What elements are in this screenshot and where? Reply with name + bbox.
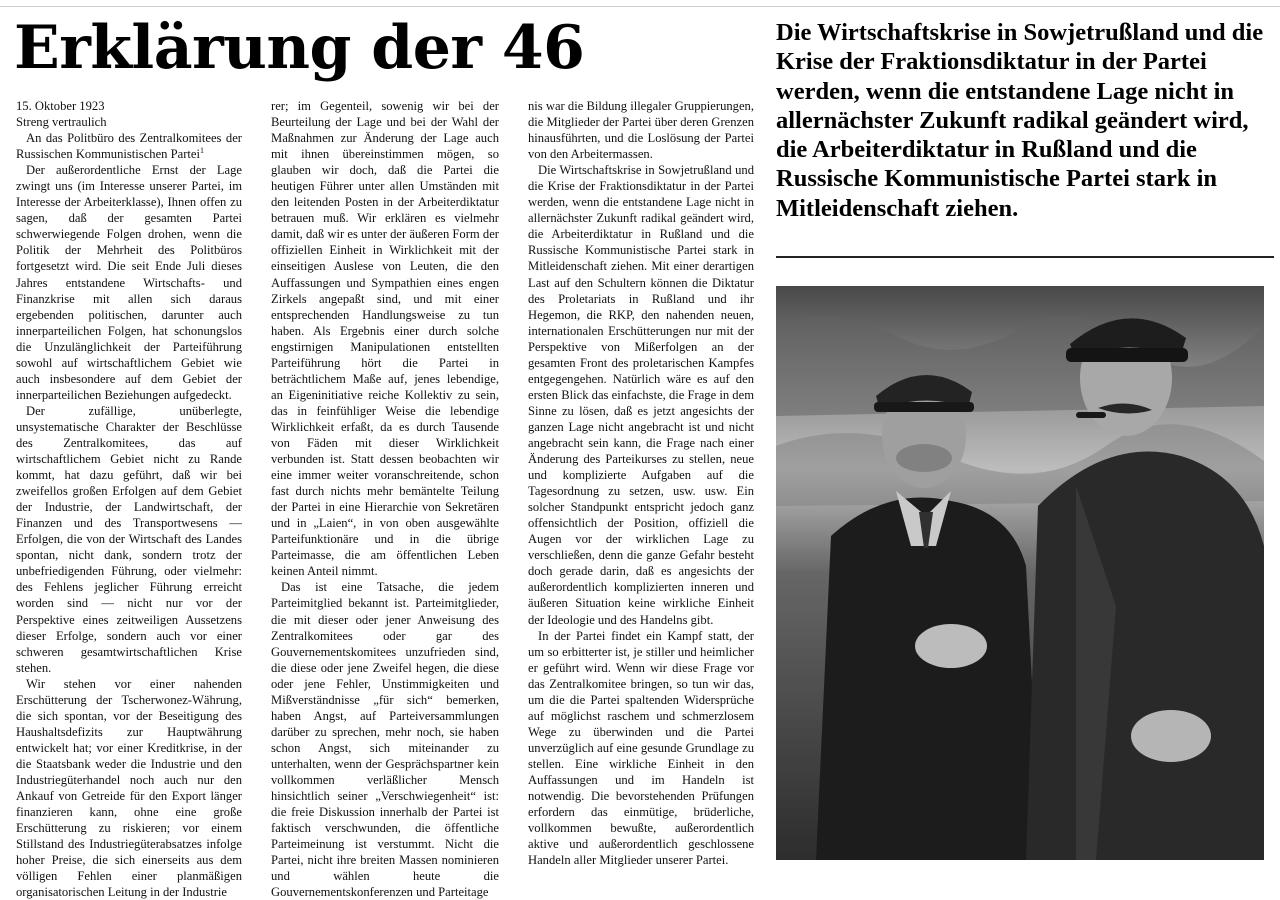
page-title: Erklärung der 46 xyxy=(14,13,585,83)
top-divider xyxy=(0,6,1280,7)
paragraph: Der zufällige, unüberlegte, unsystematische Charakter der Beschlüsse des Zentralkomitees, das auf wirtschaftlichem Gebiet nicht zu Rande kommt, hat dazu geführt, daß wir bei zweifellos großen Erfolgen auf dem Gebiet der Industrie, der Landwirtschaft, der Finanzen und des Transportwesens — Erfolgen, die von der Wirtschaft des Landes spontan, nicht dank, sondern trotz der unbefriedigenden Führung, oder vielmehr: des Fehlens jeglicher Führung erreicht worden sind — nicht nur vor der Perspektive eines zeitweiligen Aussetzens dieser Erfolge, sondern auch vor einer schweren gesamtwirtschaftlichen Krise stehen. xyxy=(16,403,242,675)
photo-illustration xyxy=(776,286,1264,860)
pull-quote: Die Wirtschaftskrise in Sowjetrußland und die Krise der Fraktionsdiktatur in der Partei werden, wenn die entstandene Lage nicht in allernächster Zukunft radikal geändert wird, die Arbeiterdiktatur in Rußland und die Russische Kommunistische Partei stark in Mitleidenschaft ziehen. xyxy=(776,19,1264,222)
paragraph: In der Partei findet ein Kampf statt, der um so erbitterter ist, je stiller und heimlicher er geführt wird. Wenn wir diese Frage vor das Zentralkomitee bringen, so tun wir das, um die die Partei spaltenden Widersprüche auf möglichst raschem und schmerzlosem Wege zu überwinden und die Partei unverzüglich auf eine gesunde Grundlage zu stellen. Eine wirkliche Einheit in den Auffassungen und im Handeln ist notwendig. Die bevorstehenden Prüfungen erfordern das einmütige, brüderliche, vollkommen bewußte, außerordentlich aktive und außerordentlich geschlossene Handeln aller Mitglieder unserer Partei. xyxy=(528,628,754,868)
paragraph: Wir stehen vor einer nahenden Erschütterung der Tscherwonez-Währung, die sich spontan, vor der Beseitigung des Haushaltsdefizits zur Hauptwährung entwickelt hat; vor einer Kreditkrise, in der die Staatsbank weder die Industrie und den Industriegüterhandel noch auch nur den Ankauf von Getreide für den Export länger finanzieren kann, ohne eine große Erschütterung zu riskieren; vor einem Stillstand des Industriegüterabsatzes infolge hoher Preise, die sich einerseits aus dem völligen Fehlen einer planmäßigen organisatorischen Leitung in der Industrie xyxy=(16,676,242,900)
document-addressee xyxy=(16,130,242,162)
text-column-1 xyxy=(16,98,242,900)
document-classification: Streng vertraulich xyxy=(16,115,107,130)
pull-quote-rule xyxy=(776,256,1274,258)
historical-photo xyxy=(776,286,1264,860)
addressee-text: An das Politbüro des Zentralkomitees der Russischen Kommunistischen Partei xyxy=(16,131,242,162)
footnote-marker: 1 xyxy=(200,145,204,155)
text-column-2 xyxy=(271,98,499,900)
document-date: 15. Oktober 1923 xyxy=(16,99,105,113)
paragraph: nis war die Bildung illegaler Gruppierungen, die Mitglieder der Partei über deren Grenzen hinausführten, und die Loslösung der Partei von den Arbeitermassen. xyxy=(528,99,754,162)
paragraph: Das ist eine Tatsache, die jedem Parteimitglied bekannt ist. Parteimitglieder, die mit dieser oder jener Anweisung des Zentralkomitees oder gar des Gouvernementskomitees unzufrieden sind, die diese oder jene Zweifel hegen, die diese oder jene Fehler, Unstimmigkeiten und Mißverständnisse „für sich“ bemerken, haben Angst, auf Parteiversammlungen darüber zu sprechen, mehr noch, sie haben schon Angst, sich miteinander zu unterhalten, wenn der Gesprächspartner kein vollkommen verläßlicher Mensch hinsichtlich seiner „Verschwiegenheit“ ist: die freie Diskussion innerhalb der Partei ist faktisch verschwunden, die öffentliche Parteimeinung ist verstummt. Nicht die Partei, nicht ihre breiten Massen nominieren und wählen heute die Gouvernementskonferenzen und Parteitage xyxy=(271,580,499,900)
paragraph: Die Wirtschaftskrise in Sowjetrußland und die Krise der Fraktionsdiktatur in der Partei werden, wenn die entstandene Lage nicht in allernächster Zukunft radikal geändert wird, die Arbeiterdiktatur in Rußland und die Russische Kommunistische Partei stark in Mitleidenschaft ziehen. Mit einer derartigen Last auf den Schultern können die Diktatur des Proletariats in Rußland und ihr Hegemon, die RKP, den nahenden neuen, internationalen Erschütterungen nur mit der Perspektive von Mißerfolgen an der gesamten Front des proletarischen Kampfes entgegengehen. Natürlich wäre es auf den ersten Blick das einfachste, die Frage in dem Sinne zu lösen, daß es jetzt angesichts der ganzen Lage nicht angebracht ist und nicht angebracht sein kann, die Frage nach einer Änderung des Parteikurses zu stellen, neue und komplizierte Aufgaben auf die Tagesordnung zu setzen, usw. usw. Ein solcher Standpunkt entspricht jedoch ganz offensichtlich der Position, offiziell die Augen vor der wirklichen Lage zu verschließen, denn die ganze Gefahr besteht doch gerade darin, daß es angesichts der außerordentlich komplizierten inneren und äußeren Situation keine wirkliche Einheit der Ideologie und des Handelns gibt. xyxy=(528,163,754,627)
text-column-3 xyxy=(528,98,754,868)
paragraph: Der außerordentliche Ernst der Lage zwingt uns (im Interesse unserer Partei, im Interesse der Arbeiterklasse), Ihnen offen zu sagen, daß der gesamten Partei schwerwiegende Folgen drohen, wenn die Politik der Mehrheit des Politbüros fortgesetzt wird. Die seit Ende Juli dieses Jahres entstandene Wirtschafts- und Finanzkrise mit allen sich daraus ergebenden politischen, darunter auch innerparteilichen Folgen, hat schonungslos die Unzulänglichkeit der Parteiführung sowohl auf wirtschaftlichem Gebiet wie auch insbesondere auf dem Gebiet der innerparteilichen Beziehungen aufgedeckt. xyxy=(16,163,242,402)
paragraph: rer; im Gegenteil, sowenig wir bei der Beurteilung der Lage und bei der Wahl der Maßnahmen zur Änderung der Lage auch mit ihnen übereinstimmen mögen, so glauben wir doch, daß die Partei die heutigen Führer unter allen Umständen mit den leitenden Posten in der Arbeiterdiktatur betrauen muß. Wir erklären es vielmehr damit, daß wir es unter der äußeren Form der offiziellen Einheit in Wirklichkeit mit der einseitigen Auslese von Leuten, die den Auffassungen und Sympathien eines engen Zirkels angepaßt sind, und mit einer entsprechenden Handlungsweise zu tun haben. Als Ergebnis einer durch solche engstirnigen Manipulationen entstellten Parteiführung hört die Partei in beträchtlichem Maße auf, jenes lebendige, an Eigeninitiative reiche Kollektiv zu sein, das in feinfühliger Weise die lebendige Wirklichkeit erfaßt, da es durch Tausende von Fäden mit dieser Wirklichkeit verbunden ist. Statt dessen beobachten wir eine immer weiter voranschreitende, schon fast durch nichts mehr bemäntelte Teilung der Partei in eine Hierarchie von Sekretären und in „Laien“, in von oben ausgewählte Parteifunktionäre und in die übrige Parteimasse, die am öffentlichen Leben keinen Anteil nimmt. xyxy=(271,99,499,579)
